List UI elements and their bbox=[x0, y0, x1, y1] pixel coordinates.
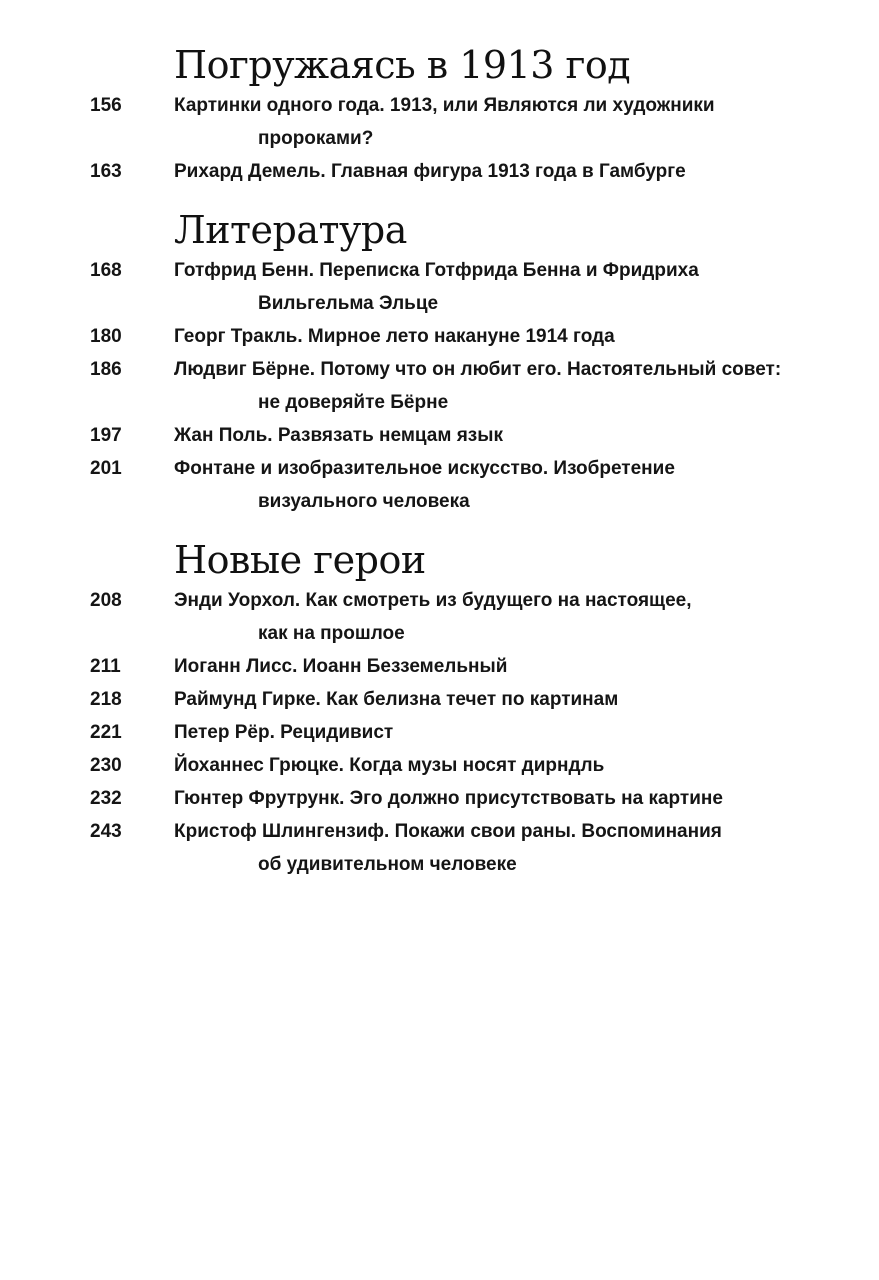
entry-title: Картинки одного года. 1913, или Являются ли художники bbox=[174, 95, 715, 116]
entry-page-number: 156 bbox=[90, 95, 122, 116]
entry-title: Петер Рёр. Рецидивист bbox=[174, 722, 394, 743]
entry-title: Жан Поль. Развязать немцам язык bbox=[174, 425, 503, 446]
entry-page-number: 230 bbox=[90, 755, 122, 776]
toc-entry[interactable] bbox=[0, 419, 879, 452]
toc-entry[interactable] bbox=[0, 353, 879, 419]
entry-title: Кристоф Шлингензиф. Покажи свои раны. Воспоминания bbox=[174, 821, 722, 842]
section-title: Новые герои bbox=[174, 538, 426, 582]
entry-page-number: 243 bbox=[90, 821, 122, 842]
entry-page-number: 163 bbox=[90, 161, 122, 182]
entry-page-number: 221 bbox=[90, 722, 122, 743]
toc-entry[interactable] bbox=[0, 782, 879, 815]
toc-section-new-heroes bbox=[0, 540, 879, 881]
entry-title: Георг Тракль. Мирное лето накануне 1914 года bbox=[174, 326, 615, 347]
toc-entry[interactable] bbox=[0, 155, 879, 188]
toc-entry[interactable] bbox=[0, 749, 879, 782]
entry-page-number: 186 bbox=[90, 359, 122, 380]
entry-title: Людвиг Бёрне. Потому что он любит его. Настоятельный совет: bbox=[174, 359, 782, 380]
entry-title: Раймунд Гирке. Как белизна течет по картинам bbox=[174, 689, 619, 710]
entry-page-number: 218 bbox=[90, 689, 122, 710]
entry-title: Гюнтер Фрутрунк. Эго должно присутствовать на картине bbox=[174, 788, 723, 809]
entry-page-number: 211 bbox=[90, 656, 121, 677]
entry-title: Готфрид Бенн. Переписка Готфрида Бенна и Фридриха bbox=[174, 260, 699, 281]
entry-title-continuation: визуального человека bbox=[258, 491, 470, 512]
toc-entry[interactable] bbox=[0, 254, 879, 320]
toc-entry[interactable] bbox=[0, 683, 879, 716]
entry-page-number: 168 bbox=[90, 260, 122, 281]
toc-section-literature bbox=[0, 210, 879, 518]
entry-title-continuation: пророками? bbox=[258, 128, 374, 149]
toc-entry[interactable] bbox=[0, 716, 879, 749]
toc-entry-list bbox=[0, 584, 879, 881]
entry-title-continuation: не доверяйте Бёрне bbox=[258, 392, 449, 413]
toc-entry-list bbox=[0, 254, 879, 518]
section-title: Погружаясь в 1913 год bbox=[174, 43, 631, 87]
entry-title-continuation: Вильгельма Эльце bbox=[258, 293, 439, 314]
entry-page-number: 197 bbox=[90, 425, 122, 446]
entry-page-number: 180 bbox=[90, 326, 122, 347]
section-title: Литература bbox=[174, 208, 407, 252]
toc-entry[interactable] bbox=[0, 452, 879, 518]
entry-page-number: 201 bbox=[90, 458, 122, 479]
toc-entry[interactable] bbox=[0, 584, 879, 650]
toc-section-1913 bbox=[0, 45, 879, 188]
entry-title: Йоханнес Грюцке. Когда музы носят дирндль bbox=[174, 755, 605, 776]
entry-page-number: 208 bbox=[90, 590, 122, 611]
toc-entry[interactable] bbox=[0, 89, 879, 155]
toc-entry[interactable] bbox=[0, 650, 879, 683]
entry-title-continuation: об удивительном человеке bbox=[258, 854, 517, 875]
entry-title: Рихард Демель. Главная фигура 1913 года в Гамбурге bbox=[174, 161, 686, 182]
toc-entry[interactable] bbox=[0, 815, 879, 881]
entry-title-continuation: как на прошлое bbox=[258, 623, 405, 644]
toc-entry[interactable] bbox=[0, 320, 879, 353]
entry-title: Фонтане и изобразительное искусство. Изобретение bbox=[174, 458, 675, 479]
entry-title: Энди Уорхол. Как смотреть из будущего на настоящее, bbox=[174, 590, 692, 611]
entry-page-number: 232 bbox=[90, 788, 122, 809]
toc-entry-list bbox=[0, 89, 879, 188]
entry-title: Иоганн Лисс. Иоанн Безземельный bbox=[174, 656, 508, 677]
